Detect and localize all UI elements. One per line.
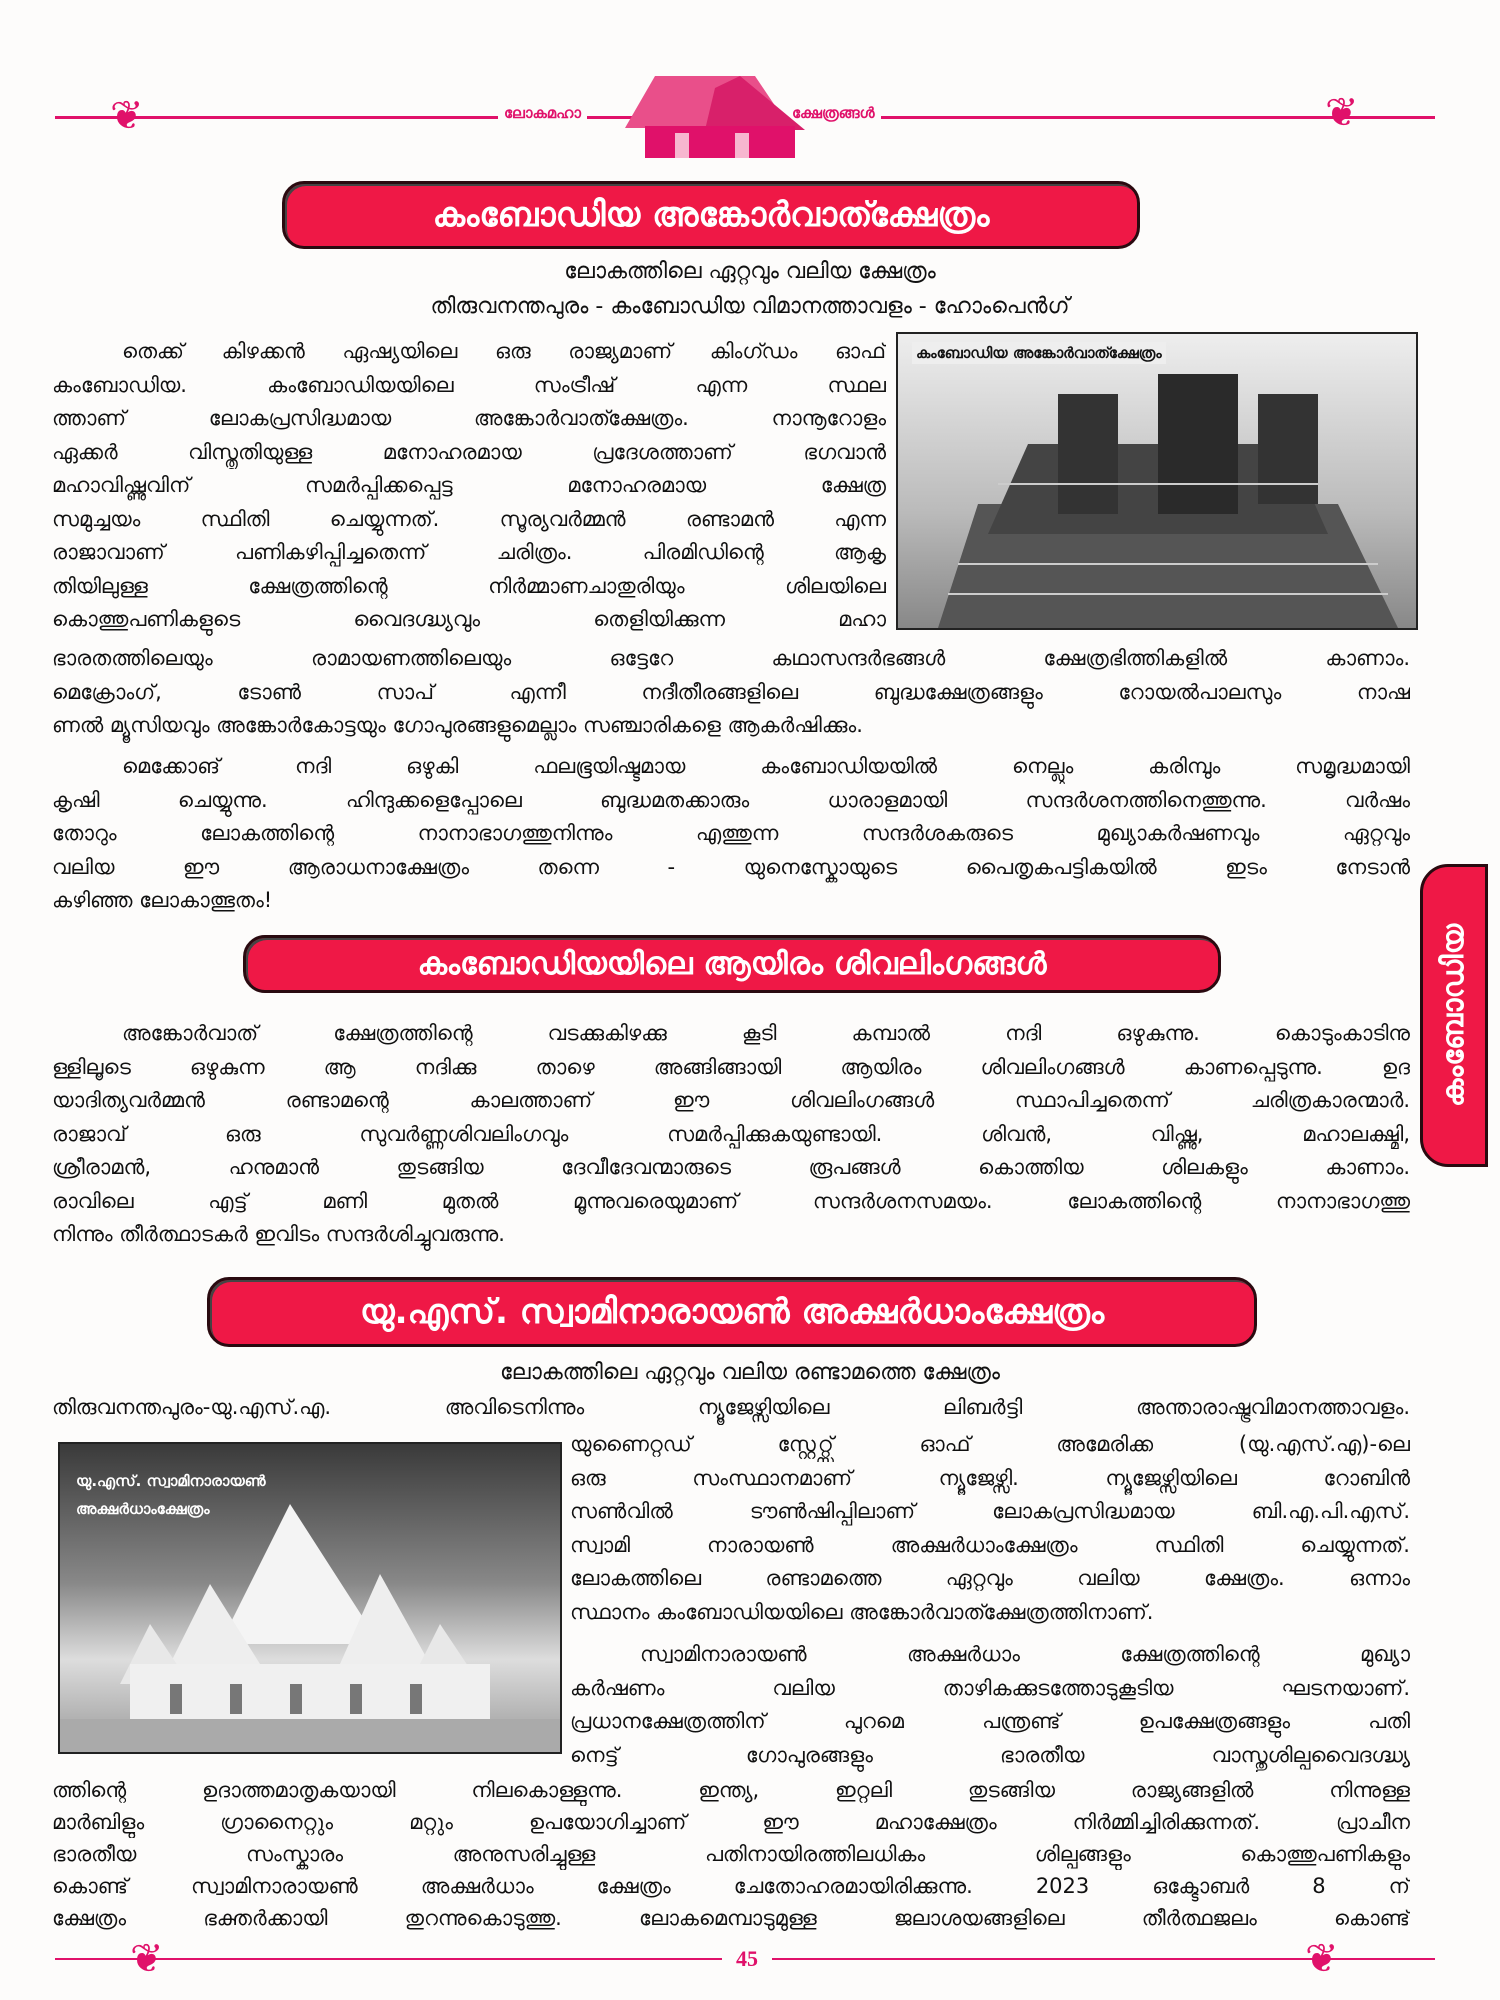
text-line: കംബോഡിയ. കംബോഡിയയിലെ സംട്രീഷ് എന്ന സ്ഥല (52, 372, 886, 397)
text-line: ത്താണ് ലോകപ്രസിദ്ധമായ അങ്കോർവാത്ക്ഷേത്രം. നാനൂറോളം (52, 406, 886, 430)
section-route (52, 1391, 1410, 1425)
text-line: ഭാരതത്തിലെയും രാമായണത്തിലെയും ഒട്ടേറേ കഥാസന്ദർഭങ്ങൾ ക്ഷേത്രഭിത്തികളിൽ കാണാം. (52, 646, 1410, 670)
text-line: സ്വാമി നാരായൺ അക്ഷർധാംക്ഷേത്രം സ്ഥിതി ചെയ്യുന്നത്. (570, 1532, 1410, 1557)
temple-icon (615, 68, 815, 158)
text-line: യുണൈറ്റഡ് സ്റ്റേറ്റ്സ് ഓഫ് അമേരിക്ക (യു.എസ്.എ)-ലെ (570, 1432, 1410, 1456)
right-ornament-icon: ❦ (1325, 90, 1359, 136)
text-line: പ്രധാനക്ഷേത്രത്തിന് പുറമെ പന്ത്രണ്ട് ഉപക്ഷേത്രങ്ങളും പതി (570, 1709, 1410, 1733)
text-line: സ്വാമിനാരായൺ അക്ഷർധാം ക്ഷേത്രത്തിന്റെ മുഖ്യാ (640, 1642, 1410, 1666)
text-line: മഹാവിഷ്ണുവിന് സമർപ്പിക്കപ്പെട്ട മനോഹരമായ ക്ഷേത്ര (52, 473, 886, 497)
section1-paragraph1-full (52, 642, 1410, 743)
text-line: കൊണ്ട് സ്വാമിനാരായൺ അക്ഷർധാം ക്ഷേത്രം ചേതോഹരമായിരിക്കുന്നു. 2023 ഒക്ടോബർ 8 ന് (52, 1874, 1410, 1898)
section-route: തിരുവനന്തപുരം - കംബോഡിയ വിമാനത്താവളം - ഹോംപെൻഗ് (430, 294, 1070, 319)
header-right-text: ക്ഷേത്രങ്ങൾ (786, 104, 881, 122)
text-line: കഴിഞ്ഞ ലോകാത്ഭുതം! (52, 888, 273, 912)
section-subtitle: ലോകത്തിലെ ഏറ്റവും വലിയ രണ്ടാമത്തെ ക്ഷേത്രം (499, 1360, 1000, 1385)
section3-paragraph2-full (52, 1774, 1410, 1934)
section1-paragraph1-narrow (52, 335, 886, 637)
angkor-wat-photo (896, 332, 1418, 630)
section-title-angkor (282, 181, 1140, 249)
text-line: ള്ളിലൂടെ ഒഴുകുന്ന ആ നദിക്കു താഴെ അങ്ങിങ്ങായി ആയിരം ശിവലിംഗങ്ങൾ കാണപ്പെടുന്നു. ഉദ (52, 1054, 1410, 1079)
side-tab-cambodia (1420, 864, 1488, 1167)
section3-paragraph1 (570, 1428, 1410, 1629)
text-line: ഒരു സംസ്ഥാനമാണ് ന്യൂജേഴ്സി. ന്യൂജേഴ്സിയിലെ റോബിൻ (570, 1465, 1410, 1490)
footer-left-ornament-icon: ❦ (130, 1936, 164, 1982)
header-left-text: ലോകമഹാ (498, 104, 587, 122)
section-title-text: കംബോഡിയ അങ്കോർവാത്ക്ഷേത്രം (432, 195, 990, 235)
text-line: രാവിലെ എട്ട് മണി മുതൽ മൂന്നുവരെയുമാണ് സന്ദർശനസമയം. ലോകത്തിന്റെ നാനാഭാഗത്തു (52, 1188, 1410, 1213)
akshardham-photo-caption-line1: യു.എസ്. സ്വാമിനാരായൺ (76, 1472, 266, 1490)
akshardham-photo-caption-line2: അക്ഷർധാംക്ഷേത്രം (76, 1500, 210, 1518)
akshardham-temple-image (60, 1444, 560, 1752)
footer-right-ornament-icon: ❦ (1305, 1936, 1339, 1982)
text-line: തിരുവനന്തപുരം-യു.എസ്.എ. അവിടെനിന്നും ന്യൂജേഴ്സിയിലെ ലിബർട്ടി അന്താരാഷ്ട്രവിമാനത്താവളം. (52, 1395, 1410, 1419)
text-line: ക്ഷേത്രം ഭക്തർക്കായി തുറന്നുകൊടുത്തു. ലോകമെമ്പാടുമുള്ള ജലാശയങ്ങളിലെ തീർത്ഥജലം കൊണ്ട് (52, 1906, 1410, 1930)
text-line: മാർബിളും ഗ്രാനൈറ്റും മറ്റും ഉപയോഗിച്ചാണ് ഈ മഹാക്ഷേത്രം നിർമ്മിച്ചിരിക്കുന്നത്. പ്രാചീന (52, 1810, 1410, 1834)
text-line: തിയിലുള്ള ക്ഷേത്രത്തിന്റെ നിർമ്മാണചാതുരിയും ശിലയിലെ (52, 573, 886, 598)
text-line: ഭാരതീയ സംസ്കാരം അനുസരിച്ചുള്ള പതിനായിരത്തിലധികം ശില്പങ്ങളും കൊത്തുപണികളും (52, 1842, 1410, 1866)
section3-paragraph2-narrow (570, 1638, 1410, 1772)
text-line: വലിയ ഈ ആരാധനാക്ഷേത്രം തന്നെ - യുനെസ്കോയുടെ പൈതൃകപട്ടികയിൽ ഇടം നേടാൻ (52, 854, 1410, 879)
section2-paragraph (52, 1017, 1410, 1252)
text-line: സ്ഥാനം കംബോഡിയയിലെ അങ്കോർവാത്ക്ഷേത്രത്തിനാണ്. (570, 1599, 1154, 1624)
text-line: ശ്രീരാമൻ, ഹനുമാൻ തുടങ്ങിയ ദേവീദേവന്മാരുടെ രൂപങ്ങൾ കൊത്തിയ ശിലകളും കാണാം. (52, 1155, 1410, 1179)
section-subtitle: ലോകത്തിലെ ഏറ്റവും വലിയ ക്ഷേത്രം (564, 259, 936, 284)
section-title-text: യു.എസ്. സ്വാമിനാരായൺ അക്ഷർധാംക്ഷേത്രം (359, 1292, 1105, 1332)
text-line: ലോകത്തിലെ രണ്ടാമത്തെ ഏറ്റവും വലിയ ക്ഷേത്രം. ഒന്നാം (570, 1566, 1410, 1590)
text-line: അങ്കോർവാത് ക്ഷേത്രത്തിന്റെ വടക്കുകിഴക്കു കൂടി കമ്പാൽ നദി ഒഴുകുന്നു. കൊടുംകാടിനു (122, 1021, 1410, 1045)
side-tab-label: കംബോഡിയ (1436, 923, 1472, 1108)
text-line: മെക്കോങ് നദി ഒഴുകി ഫലഭൂയിഷ്ടമായ കംബോഡിയയിൽ നെല്ലും കരിമ്പും സമൃദ്ധമായി (122, 754, 1410, 778)
section-title-akshardham (207, 1277, 1257, 1347)
text-line: തോറും ലോകത്തിന്റെ നാനാഭാഗത്തുനിന്നും എത്തുന്ന സന്ദർശകരുടെ മുഖ്യാകർഷണവും ഏറ്റവും (52, 821, 1410, 845)
text-line: നിന്നും തീർത്ഥാടകർ ഇവിടം സന്ദർശിച്ചുവരുന്നു. (52, 1222, 505, 1246)
page-number: 45 (722, 1946, 772, 1972)
angkor-temple-image (898, 334, 1416, 628)
text-line: കൊത്തുപണികളുടെ വൈദഗ്ദ്ധ്യവും തെളിയിക്കുന്ന മഹാ (52, 607, 886, 631)
text-line: കൃഷി ചെയ്യുന്നു. ഹിന്ദുക്കളെപ്പോലെ ബുദ്ധമതക്കാരും ധാരാളമായി സന്ദർശനത്തിനെത്തുന്നു. വർഷം (52, 787, 1410, 812)
section1-paragraph2 (52, 750, 1410, 918)
text-line: ണൽ മ്യൂസിയവും അങ്കോർകോട്ടയും ഗോപുരങ്ങളുമെല്ലാം സഞ്ചാരികളെ ആകർഷിക്കും. (52, 713, 863, 737)
text-line: നെട്ട് ഗോപുരങ്ങളും ഭാരതീയ വാസ്തുശില്പവൈദഗ്ദ്ധ്യ (570, 1742, 1410, 1767)
text-line: രാജാവ് ഒരു സുവർണ്ണശിവലിംഗവും സമർപ്പിക്കുകയുണ്ടായി. ശിവൻ, വിഷ്ണു, മഹാലക്ഷ്മി, (52, 1121, 1410, 1146)
left-ornament-icon: ❦ (110, 93, 144, 139)
text-line: സമുച്ചയം സ്ഥിതി ചെയ്യുന്നത്. സൂര്യവർമ്മൻ രണ്ടാമൻ എന്ന (52, 506, 886, 531)
angkor-photo-caption: കംബോഡിയ അങ്കോർവാത്ക്ഷേത്രം (912, 342, 1166, 364)
text-line: സൺവിൽ ടൗൺഷിപ്പിലാണ് ലോകപ്രസിദ്ധമായ ബി.എ.പി.എസ്. (570, 1499, 1410, 1523)
text-line: മെക്രോംഗ്, ടോൺ സാപ് എന്നീ നദീതീരങ്ങളിലെ ബുദ്ധക്ഷേത്രങ്ങളും റോയൽപാലസും നാഷ (52, 679, 1410, 704)
text-line: ത്തിന്റെ ഉദാത്തമാതൃകയായി നിലകൊള്ളുന്നു. ഇന്ത്യ, ഇറ്റലി തുടങ്ങിയ രാജ്യങ്ങളിൽ നിന്നുള്ള (52, 1778, 1410, 1802)
text-line: തെക്ക് കിഴക്കൻ ഏഷ്യയിലെ ഒരു രാജ്യമാണ് കിംഗ്ഡം ഓഫ് (122, 339, 886, 363)
section-title-shivalingas (243, 935, 1221, 993)
text-line: രാജാവാണ് പണികഴിപ്പിച്ചതെന്ന് ചരിത്രം. പിരമിഡിന്റെ ആകൃ (52, 540, 886, 564)
text-line: ഏക്കർ വിസ്തൃതിയുള്ള മനോഹരമായ പ്രദേശത്താണ് ഭഗവാൻ (52, 439, 886, 464)
text-line: യാദിത്യവർമ്മൻ രണ്ടാമന്റെ കാലത്താണ് ഈ ശിവലിംഗങ്ങൾ സ്ഥാപിച്ചതെന്ന് ചരിത്രകാരന്മാർ. (52, 1088, 1410, 1112)
text-line: കർഷണം വലിയ താഴികക്കുടത്തോടുകൂടിയ ഘടനയാണ്. (570, 1675, 1410, 1700)
section-title-text: കംബോഡിയയിലെ ആയിരം ശിവലിംഗങ്ങൾ (417, 945, 1047, 982)
